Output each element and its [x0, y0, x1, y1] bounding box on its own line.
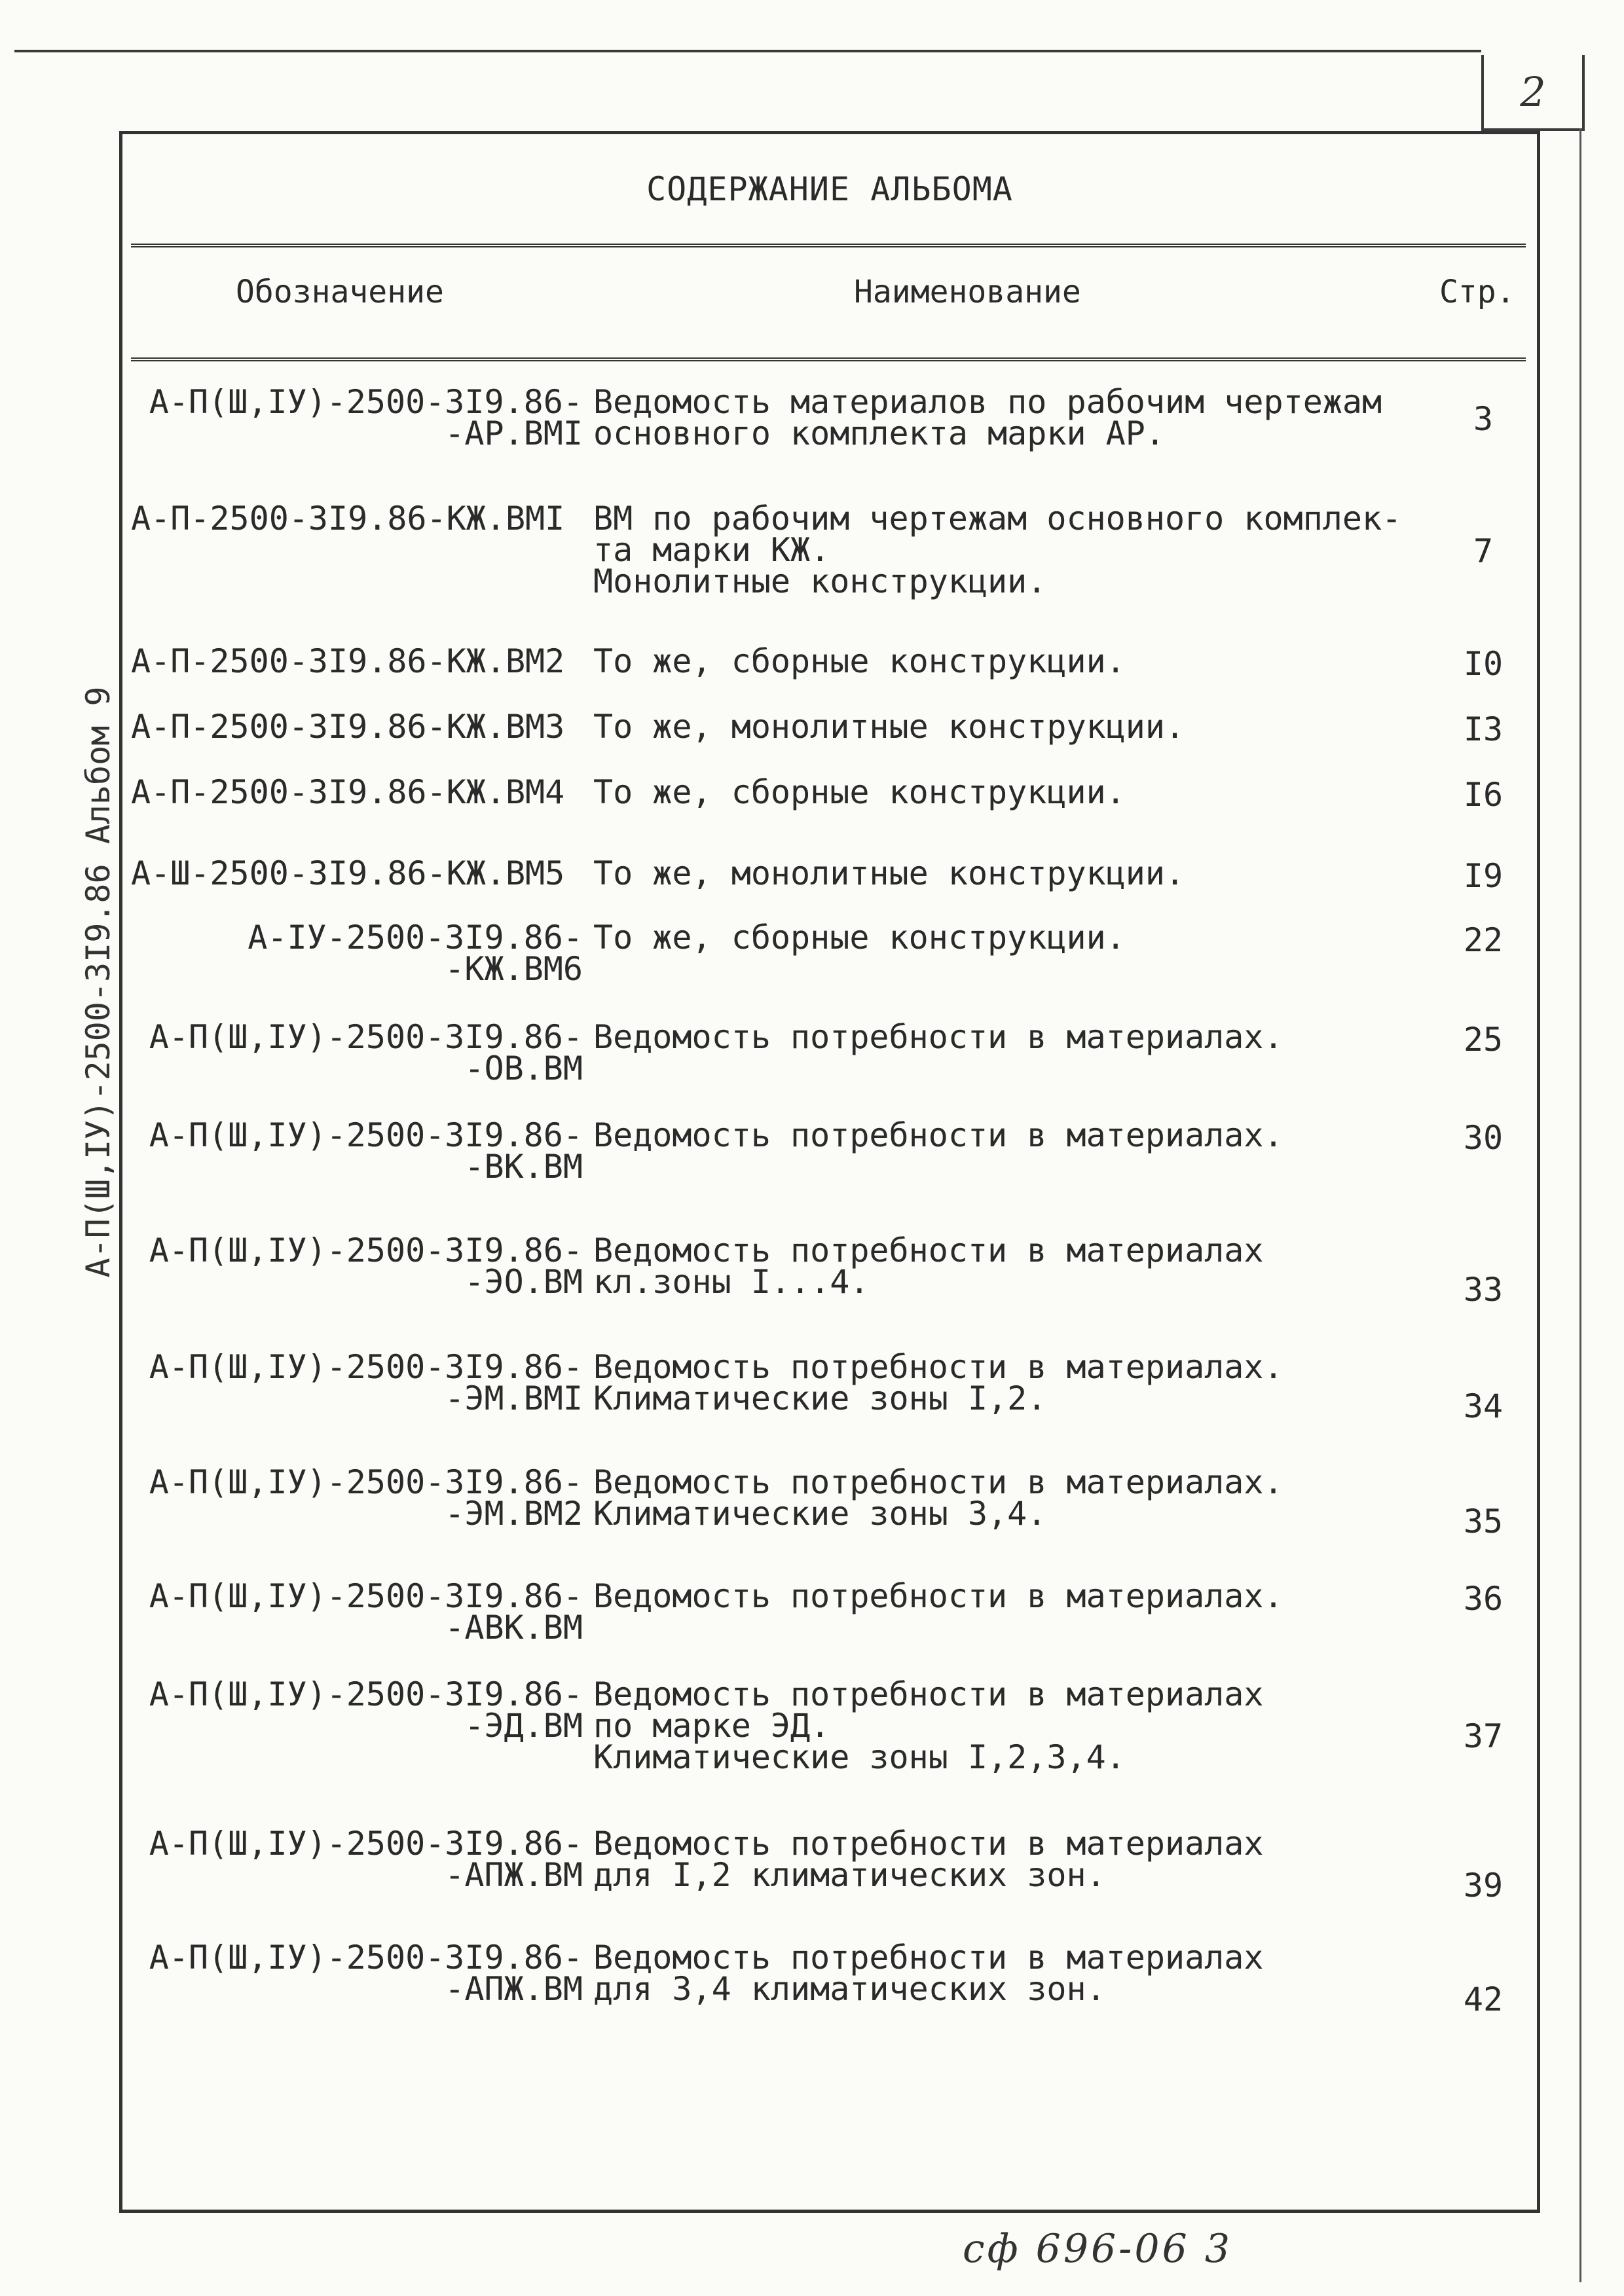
row-name-line: Монолитные конструкции. — [593, 562, 1047, 600]
column-header-name: Наименование — [854, 274, 1081, 310]
row-code-line: А-П(Ш,IУ)-2500-3I9.86- — [149, 1577, 583, 1615]
row-page: I0 — [1463, 645, 1504, 683]
row-name-line: ВМ по рабочим чертежам основного комплек- — [593, 500, 1402, 538]
row-name-line: Климатические зоны I,2,3,4. — [593, 1738, 1126, 1776]
row-code — [131, 854, 583, 892]
row-name-line: для 3,4 климатических зон. — [593, 1970, 1106, 2008]
row-code-line: -АР.ВМI — [445, 414, 583, 452]
row-name-line: Ведомость потребности в материалах — [593, 1231, 1264, 1269]
row-code-line: А-П-2500-3I9.86-КЖ.ВМI — [131, 500, 565, 538]
header-top-rule — [131, 244, 1526, 247]
row-page: 22 — [1463, 921, 1504, 959]
row-name — [593, 1463, 1464, 1533]
row-page: 37 — [1463, 1717, 1504, 1755]
row-code — [131, 1116, 583, 1186]
row-name-line: для I,2 климатических зон. — [593, 1856, 1106, 1894]
row-name-line: Ведомость потребности в материалах — [593, 1825, 1264, 1863]
row-name-line: Ведомость потребности в материалах — [593, 1939, 1264, 1977]
row-code-line: А-П(Ш,IУ)-2500-3I9.86- — [149, 1825, 583, 1863]
row-page: I6 — [1463, 776, 1504, 814]
row-code-line: А-П-2500-3I9.86-КЖ.ВМ4 — [131, 773, 565, 811]
row-name — [593, 1675, 1464, 1776]
row-code-line: -ЭО.ВМ — [464, 1263, 583, 1301]
row-code-line: -ВК.ВМ — [464, 1148, 583, 1186]
row-page: 39 — [1463, 1867, 1504, 1904]
right-edge-line — [1579, 128, 1581, 2282]
footer-handwritten-note: сф 696-06 3 — [963, 2226, 1233, 2272]
row-code — [131, 1463, 583, 1533]
row-code-line: А-П(Ш,IУ)-2500-3I9.86- — [149, 1116, 583, 1154]
row-code — [131, 1939, 583, 2008]
row-code-line: А-П-2500-3I9.86-КЖ.ВМ3 — [131, 708, 565, 746]
row-code-line: -АПЖ.ВМ — [445, 1970, 583, 2008]
row-name — [593, 383, 1464, 452]
row-page: 42 — [1463, 1980, 1504, 2018]
row-code-line: А-П(Ш,IУ)-2500-3I9.86- — [149, 1675, 583, 1713]
row-page: 36 — [1463, 1580, 1504, 1618]
row-name — [593, 642, 1464, 680]
row-code-line: -АВК.ВМ — [445, 1609, 583, 1647]
row-name-line: Ведомость потребности в материалах. — [593, 1463, 1283, 1501]
row-name-line: Климатические зоны I,2. — [593, 1379, 1047, 1417]
row-code-line: А-П(Ш,IУ)-2500-3I9.86- — [149, 383, 583, 421]
row-name-line: То же, сборные конструкции. — [593, 642, 1126, 680]
row-name — [593, 1577, 1464, 1615]
row-page: 3 — [1473, 400, 1494, 438]
column-header-code: Обозначение — [236, 274, 444, 310]
header-bottom-rule — [131, 357, 1526, 361]
row-name-line: Ведомость потребности в материалах. — [593, 1018, 1283, 1056]
row-code — [131, 773, 583, 811]
row-page: I9 — [1463, 857, 1504, 895]
row-page: 7 — [1473, 532, 1494, 570]
row-code-line: А-П(Ш,IУ)-2500-3I9.86- — [149, 1463, 583, 1501]
row-code — [131, 1675, 583, 1745]
row-name — [593, 854, 1464, 892]
sheet-number-box — [1481, 55, 1585, 128]
row-name — [593, 1116, 1464, 1154]
row-code-line: А-П(Ш,IУ)-2500-3I9.86- — [149, 1231, 583, 1269]
row-code-line: -АПЖ.ВМ — [445, 1856, 583, 1894]
row-page: 34 — [1463, 1387, 1504, 1425]
row-code — [131, 500, 583, 538]
row-name — [593, 500, 1464, 600]
row-name-line: кл.зоны I...4. — [593, 1263, 870, 1301]
row-code — [131, 1018, 583, 1087]
page-title: СОДЕРЖАНИЕ АЛЬБОМА — [646, 170, 1013, 208]
row-name-line: по марке ЭД. — [593, 1707, 830, 1745]
row-name — [593, 1939, 1464, 2008]
row-name-line: та марки КЖ. — [593, 531, 830, 569]
row-code — [131, 919, 583, 988]
row-name — [593, 919, 1464, 957]
row-code — [131, 708, 583, 746]
row-code-line: -ОВ.ВМ — [464, 1049, 583, 1087]
row-code — [131, 642, 583, 680]
row-code — [131, 1231, 583, 1301]
row-name — [593, 773, 1464, 811]
row-code-line: А-П(Ш,IУ)-2500-3I9.86- — [149, 1348, 583, 1386]
row-code-line: А-П(Ш,IУ)-2500-3I9.86- — [149, 1939, 583, 1977]
sheet-number: 2 — [1520, 68, 1546, 116]
row-name-line: Ведомость потребности в материалах — [593, 1675, 1264, 1713]
row-page: 30 — [1463, 1119, 1504, 1157]
row-name-line: То же, сборные конструкции. — [593, 773, 1126, 811]
row-name-line: Ведомость потребности в материалах. — [593, 1577, 1283, 1615]
row-name-line: Ведомость материалов по рабочим чертежам — [593, 383, 1382, 421]
row-code-line: -ЭМ.ВМI — [445, 1379, 583, 1417]
row-code-line: А-Ш-2500-3I9.86-КЖ.ВМ5 — [131, 854, 565, 892]
row-name — [593, 1018, 1464, 1056]
row-page: 33 — [1463, 1271, 1504, 1309]
row-code — [131, 383, 583, 452]
row-name — [593, 1825, 1464, 1894]
row-name — [593, 1348, 1464, 1417]
row-code-line: -КЖ.ВМ6 — [445, 950, 583, 988]
row-code-line: А-IУ-2500-3I9.86- — [248, 919, 583, 957]
row-name-line: Климатические зоны 3,4. — [593, 1495, 1047, 1533]
row-code-line: -ЭМ.ВМ2 — [445, 1495, 583, 1533]
row-page: 25 — [1463, 1021, 1504, 1059]
side-album-label: А-П(Ш,IУ)-2500-3I9.86 Альбом 9 — [79, 686, 117, 1278]
column-header-page: Стр. — [1439, 274, 1515, 310]
row-code-line: А-П-2500-3I9.86-КЖ.ВМ2 — [131, 642, 565, 680]
row-page: 35 — [1463, 1503, 1504, 1540]
row-code — [131, 1348, 583, 1417]
row-code — [131, 1825, 583, 1894]
row-name — [593, 708, 1464, 746]
row-name-line: То же, монолитные конструкции. — [593, 708, 1185, 746]
row-name-line: Ведомость потребности в материалах. — [593, 1348, 1283, 1386]
row-name-line: основного комплекта марки АР. — [593, 414, 1165, 452]
row-code — [131, 1577, 583, 1647]
row-name-line: Ведомость потребности в материалах. — [593, 1116, 1283, 1154]
top-border-line — [14, 50, 1481, 52]
row-code-line: -ЭД.ВМ — [464, 1707, 583, 1745]
row-name-line: То же, сборные конструкции. — [593, 919, 1126, 957]
row-name — [593, 1231, 1464, 1301]
row-name-line: То же, монолитные конструкции. — [593, 854, 1185, 892]
row-page: I3 — [1463, 710, 1504, 748]
row-code-line: А-П(Ш,IУ)-2500-3I9.86- — [149, 1018, 583, 1056]
